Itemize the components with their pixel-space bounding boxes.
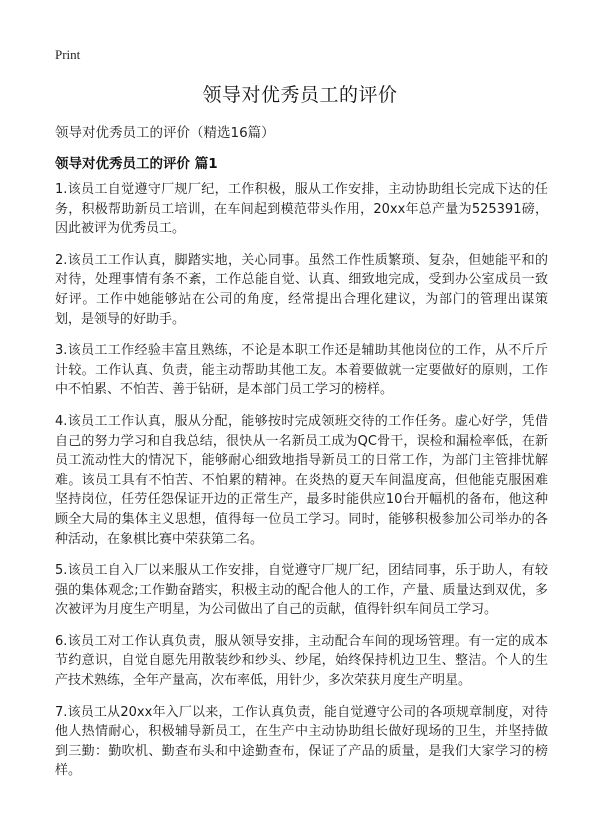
evaluation-item-2: 2.该员工工作认真，脚踏实地，关心同事。虽然工作性质繁琐、复杂，但她能平和的对待，处理事情有条不紊，工作总能自觉、认真、细致地完成，受到办公室成员一致好评。工作中她能够站在公司的角度，经常提出合理化建议，为部门的管理出谋策划，是领导的好助手。: [55, 252, 548, 327]
evaluation-item-5: 5.该员工自入厂以来服从工作安排，自觉遵守厂规厂纪，团结同事，乐于助人，有较强的集体观念;工作勤奋踏实，积极主动的配合他人的工作，产量、质量达到双优，多次被评为月度生产明星，为公司做出了自己的贡献，值得针织车间员工学习。: [55, 563, 548, 618]
print-label: Print: [55, 47, 81, 62]
evaluation-item-7: 7.该员工从20xx年入厂以来，工作认真负责，能自觉遵守公司的各项规章制度，对待他人热情耐心，积极辅导新员工，在生产中主动协助组长做好现场的卫生，并坚持做到三勤：勤吹机、勤查布头和中途勤查布，保证了产品的质量，是我们大家学习的榜样。: [55, 704, 548, 779]
evaluation-item-6: 6.该员工对工作认真负责，服从领导安排，主动配合车间的现场管理。有一定的成本节约意识，自觉自愿先用散装纱和纱头、纱尾，始终保持机边卫生、整洁。个人的生产技术熟练，全年产量高，次布率低，用针少，多次荣获月度生产明星。: [55, 633, 548, 689]
document-subtitle: 领导对优秀员工的评价（精选16篇）: [55, 125, 275, 141]
page-title: 领导对优秀员工的评价: [202, 84, 398, 106]
section-title: 领导对优秀员工的评价 篇1: [55, 156, 218, 172]
evaluation-item-4: 4.该员工工作认真，服从分配，能够按时完成领班交待的工作任务。虚心好学，凭借自己的努力学习和自我总结，很快从一名新员工成为QC骨干，误检和漏检率低，在新员工流动性大的情况下，能够耐心细致地指导新员工的日常工作，为部门主管排忧解难。该员工具有不怕苦、不怕累的精神。在炎热的夏天车间温度高，但他能克服困难坚持岗位，任劳任怨保证开边的正常生产，最多时能供应10台开幅机的备布，他这种顾全大局的集体主义思想，值得每一位员工学习。同时，能够积极参加公司举办的各种活动，在象棋比赛中荣获第二名。: [55, 413, 548, 547]
evaluation-item-1: 1.该员工自觉遵守厂规厂纪，工作积极，服从工作安排，主动协助组长完成下达的任务，积极帮助新员工培训，在车间起到模范带头作用，20xx年总产量为525391磅，因此被评为优秀员工。: [55, 182, 548, 237]
evaluation-item-3: 3.该员工工作经验丰富且熟练，不论是本职工作还是辅助其他岗位的工作，从不斤斤计较。工作认真、负责，能主动帮助其他工友。本着要做就一定要做好的原则，工作中不怕累、不怕苦、善于钻研，是本部门员工学习的榜样。: [55, 343, 548, 398]
evaluation-list: [55, 180, 548, 793]
